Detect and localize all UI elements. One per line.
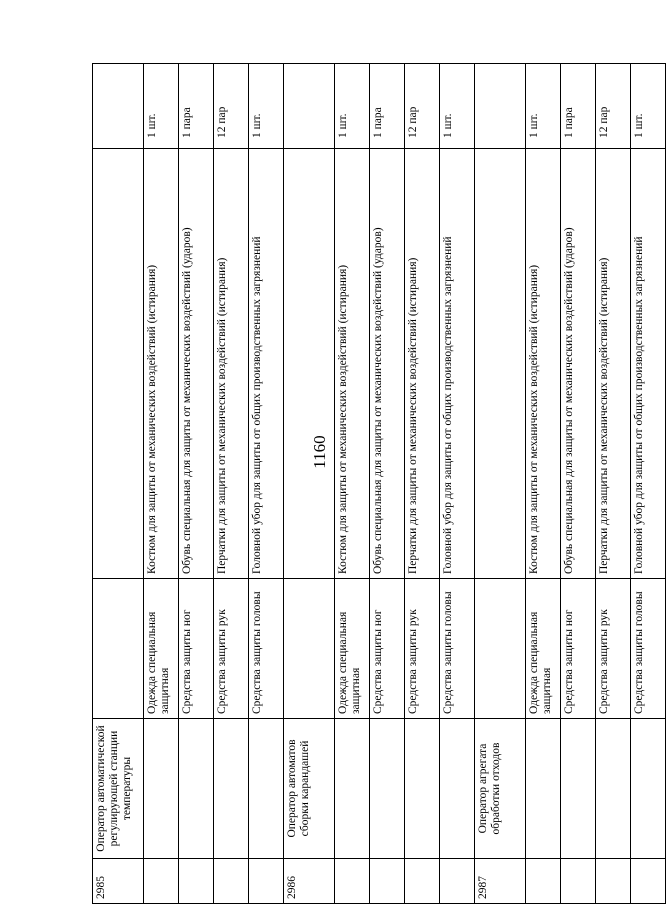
table-row xyxy=(214,64,249,904)
table-row xyxy=(405,64,440,904)
ppe-description: Обувь специальная для защиты от механических воздействий (ударов) xyxy=(179,149,214,579)
ppe-quantity: 1 шт. xyxy=(440,64,475,149)
empty-cell xyxy=(214,719,249,859)
table-row xyxy=(370,64,405,904)
ppe-description: Головной убор для защиты от общих производственных загрязнений xyxy=(631,149,666,579)
ppe-quantity: 1 шт. xyxy=(249,64,284,149)
table-row xyxy=(179,64,214,904)
ppe-type: Средства защиты ног xyxy=(561,579,596,719)
empty-cell xyxy=(631,719,666,859)
ppe-table-rotated xyxy=(92,64,645,904)
table-row xyxy=(249,64,284,904)
ppe-type: Средства защиты рук xyxy=(214,579,249,719)
ppe-type: Средства защиты головы xyxy=(440,579,475,719)
table-row xyxy=(440,64,475,904)
empty-cell xyxy=(370,719,405,859)
ppe-quantity: 1 шт. xyxy=(631,64,666,149)
row-number: 2987 xyxy=(475,859,526,904)
ppe-type: Средства защиты рук xyxy=(596,579,631,719)
empty-cell xyxy=(561,859,596,904)
ppe-quantity: 1 пара xyxy=(179,64,214,149)
empty-cell xyxy=(93,149,144,579)
ppe-description: Костюм для защиты от механических воздействий (истирания) xyxy=(335,149,370,579)
ppe-type: Средства защиты ног xyxy=(370,579,405,719)
empty-cell xyxy=(475,149,526,579)
empty-cell xyxy=(249,859,284,904)
ppe-table-container xyxy=(92,64,645,904)
empty-cell xyxy=(335,859,370,904)
ppe-quantity: 12 пар xyxy=(214,64,249,149)
empty-cell xyxy=(631,859,666,904)
profession-name: Оператор автоматической регулирующей станции температуры xyxy=(93,719,144,859)
ppe-description: Головной убор для защиты от общих производственных загрязнений xyxy=(249,149,284,579)
ppe-type: Одежда специальная защитная xyxy=(335,579,370,719)
ppe-type: Одежда специальная защитная xyxy=(144,579,179,719)
empty-cell xyxy=(144,859,179,904)
ppe-quantity: 12 пар xyxy=(596,64,631,149)
empty-cell xyxy=(214,859,249,904)
ppe-type: Одежда специальная защитная xyxy=(526,579,561,719)
empty-cell xyxy=(596,859,631,904)
empty-cell xyxy=(179,719,214,859)
ppe-description: Обувь специальная для защиты от механических воздействий (ударов) xyxy=(561,149,596,579)
page-number: 1160 xyxy=(310,435,329,469)
empty-cell xyxy=(249,719,284,859)
empty-cell xyxy=(561,719,596,859)
ppe-description: Костюм для защиты от механических воздействий (истирания) xyxy=(526,149,561,579)
ppe-description: Перчатки для защиты от механических воздействий (истирания) xyxy=(405,149,440,579)
table-row xyxy=(526,64,561,904)
empty-cell xyxy=(179,859,214,904)
empty-cell xyxy=(596,719,631,859)
empty-cell xyxy=(475,579,526,719)
empty-cell xyxy=(475,64,526,149)
ppe-type: Средства защиты головы xyxy=(631,579,666,719)
profession-name: Оператор агрегата обработки отходов xyxy=(475,719,526,859)
ppe-description: Обувь специальная для защиты от механических воздействий (ударов) xyxy=(370,149,405,579)
table-row xyxy=(144,64,179,904)
table-row xyxy=(561,64,596,904)
ppe-quantity: 1 шт. xyxy=(526,64,561,149)
table-row xyxy=(631,64,666,904)
empty-cell xyxy=(284,64,335,149)
empty-cell xyxy=(405,719,440,859)
table-row xyxy=(284,64,335,904)
table-row xyxy=(475,64,526,904)
ppe-quantity: 1 пара xyxy=(561,64,596,149)
profession-name: Оператор автоматов сборки карандашей xyxy=(284,719,335,859)
ppe-description: Перчатки для защиты от механических воздействий (истирания) xyxy=(214,149,249,579)
ppe-description: Головной убор для защиты от общих производственных загрязнений xyxy=(440,149,475,579)
ppe-type: Средства защиты головы xyxy=(249,579,284,719)
empty-cell xyxy=(284,149,335,579)
ppe-table xyxy=(92,63,666,904)
ppe-type: Средства защиты рук xyxy=(405,579,440,719)
ppe-quantity: 12 пар xyxy=(405,64,440,149)
ppe-quantity: 1 пара xyxy=(370,64,405,149)
ppe-description: Костюм для защиты от механических воздействий (истирания) xyxy=(144,149,179,579)
ppe-type: Средства защиты ног xyxy=(179,579,214,719)
row-number: 2985 xyxy=(93,859,144,904)
empty-cell xyxy=(284,579,335,719)
table-row xyxy=(93,64,144,904)
empty-cell xyxy=(93,579,144,719)
empty-cell xyxy=(526,719,561,859)
empty-cell xyxy=(440,719,475,859)
row-number: 2986 xyxy=(284,859,335,904)
ppe-quantity: 1 шт. xyxy=(335,64,370,149)
empty-cell xyxy=(144,719,179,859)
empty-cell xyxy=(335,719,370,859)
ppe-quantity: 1 шт. xyxy=(144,64,179,149)
empty-cell xyxy=(370,859,405,904)
table-row xyxy=(596,64,631,904)
empty-cell xyxy=(440,859,475,904)
ppe-description: Перчатки для защиты от механических воздействий (истирания) xyxy=(596,149,631,579)
empty-cell xyxy=(405,859,440,904)
empty-cell xyxy=(93,64,144,149)
empty-cell xyxy=(526,859,561,904)
table-row xyxy=(335,64,370,904)
